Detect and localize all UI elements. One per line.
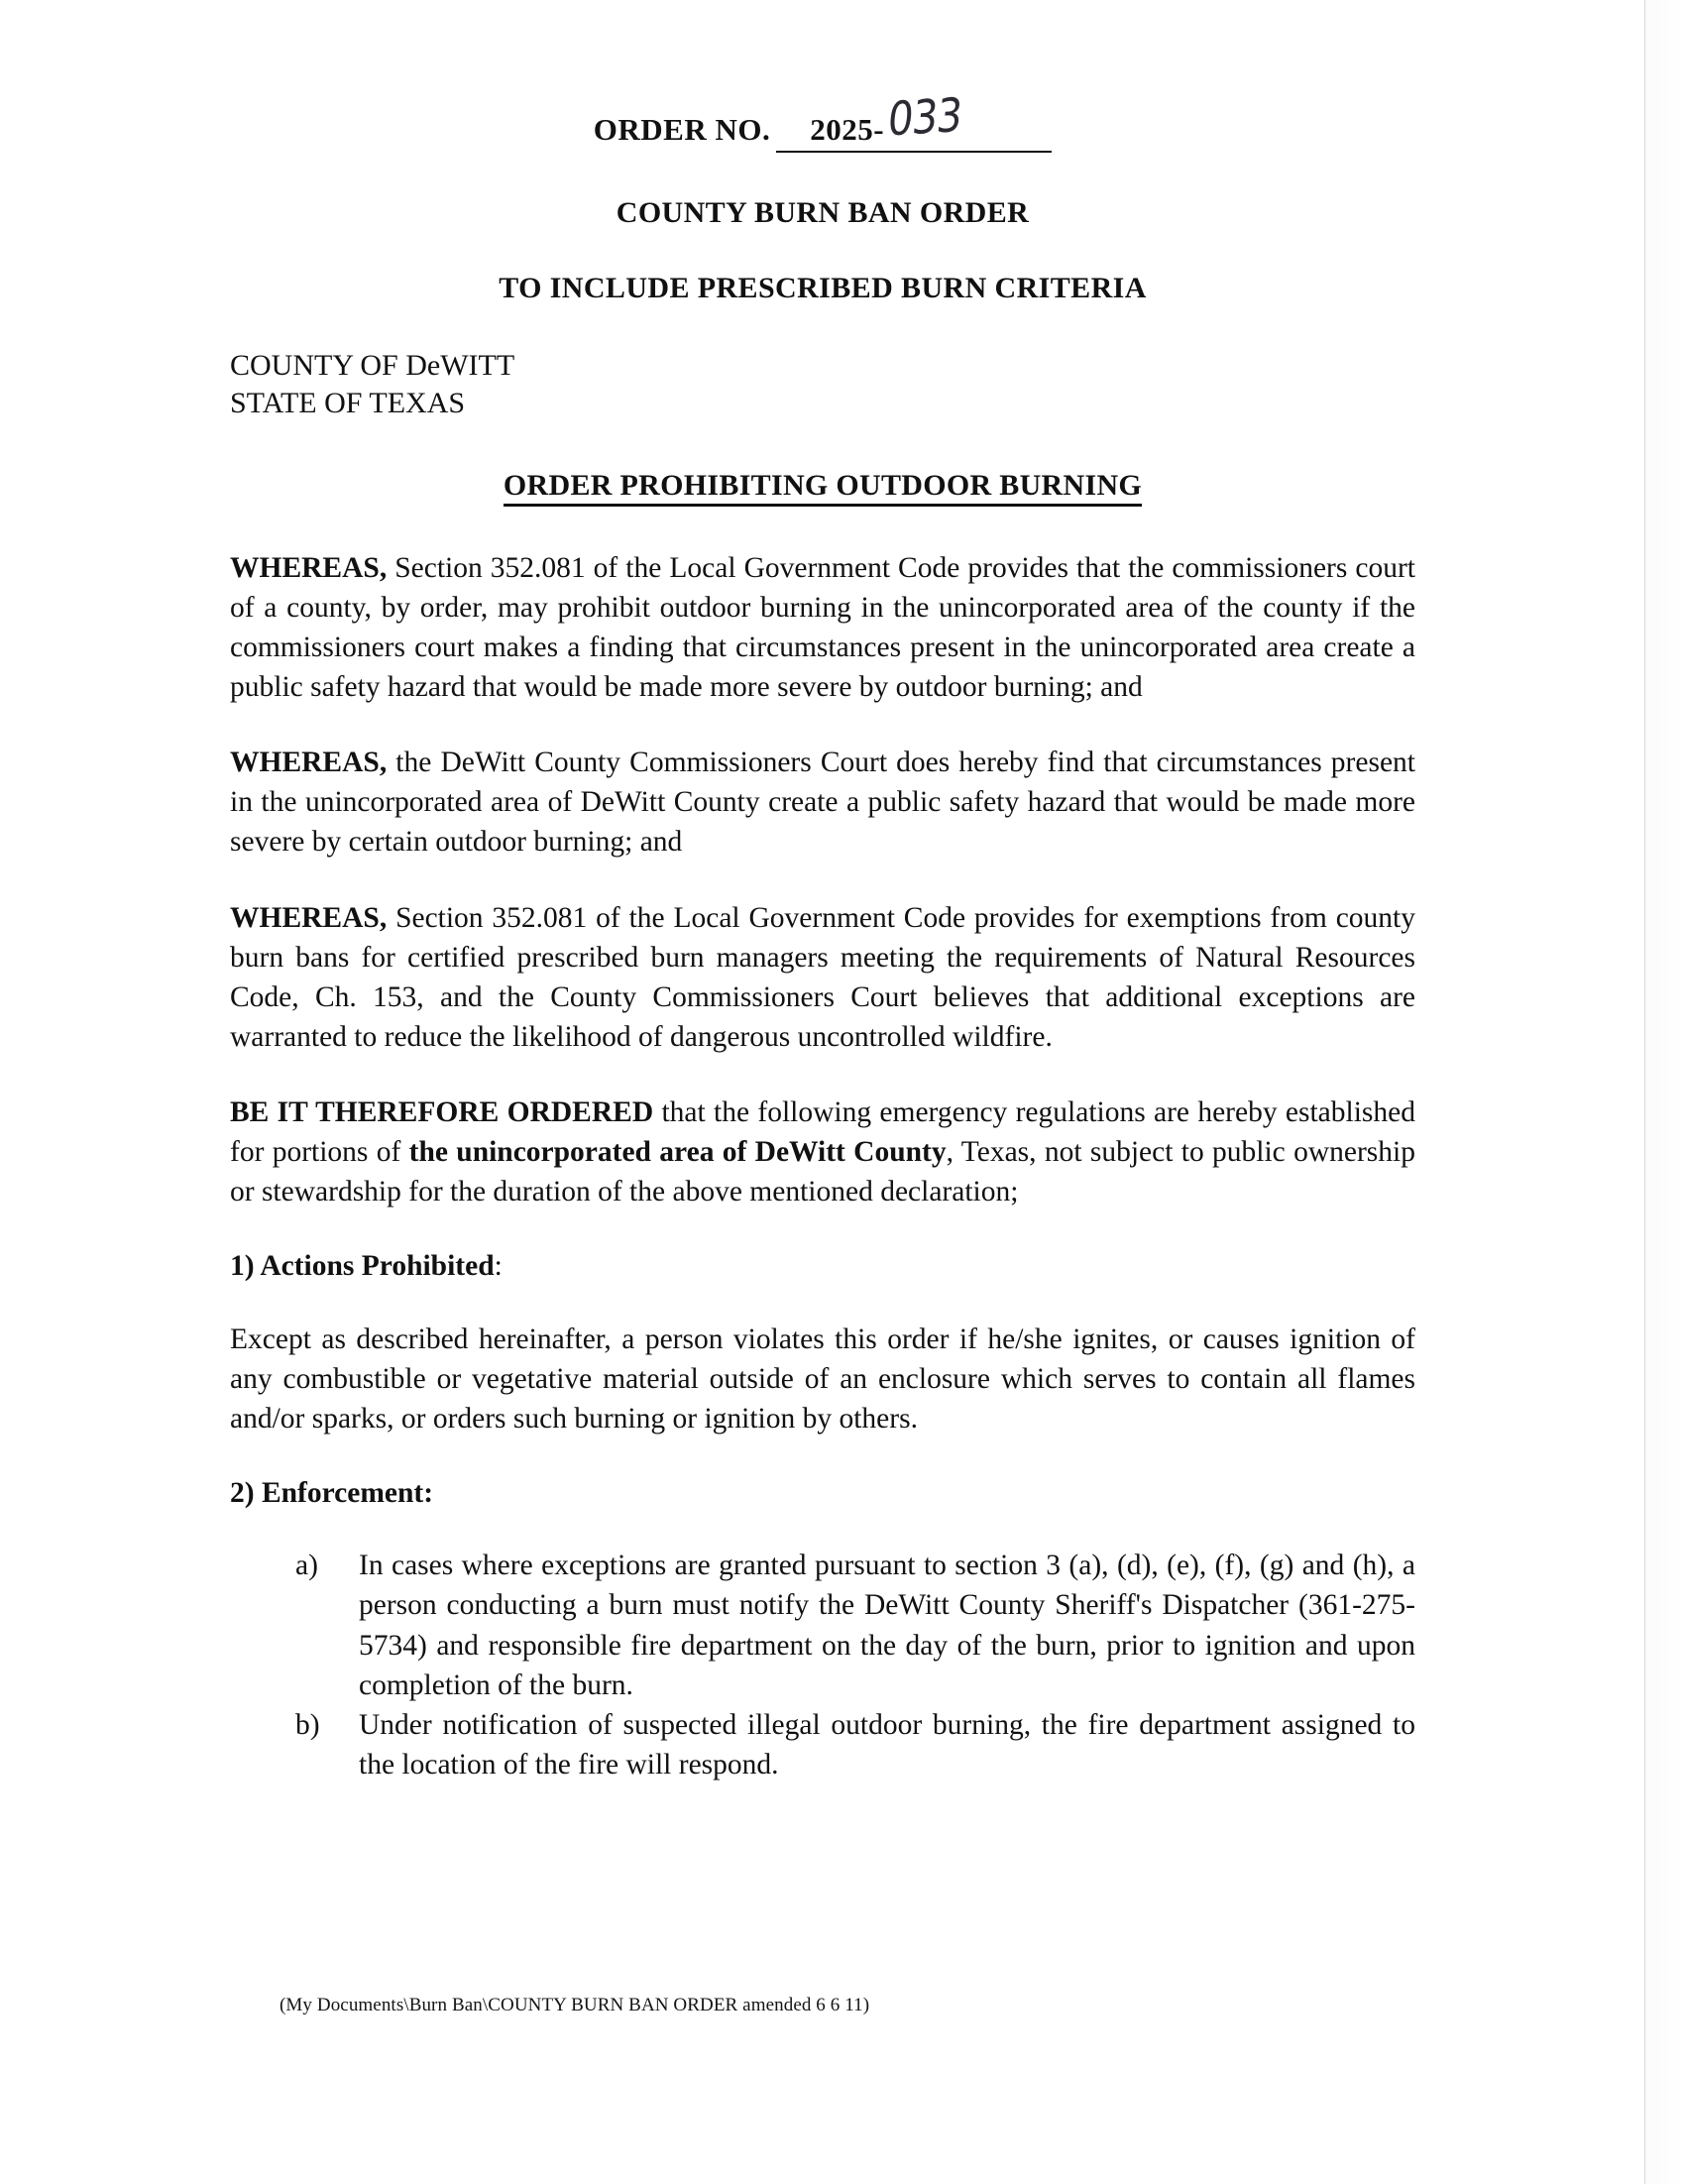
list-item-marker: b) (295, 1708, 320, 1741)
enforcement-list (230, 1546, 1415, 1784)
section-1-heading (230, 1247, 1415, 1285)
county-line: COUNTY OF DeWITT (230, 349, 515, 382)
order-section-title (230, 469, 1415, 503)
order-number-handwritten-value: 033 (885, 88, 964, 148)
ordered-lead: BE IT THEREFORE ORDERED (230, 1095, 654, 1128)
whereas-text-1: Section 352.081 of the Local Government Code provides that the commissioners court of a county, by order, may prohibit outdoor burning in the unincorporated area of the county if the commissioners court makes a finding that circumstances present in the unincorporated area create a public safety hazard that would be made more severe by outdoor burning; and (230, 551, 1415, 704)
section-2-heading (230, 1474, 1415, 1512)
document-body (230, 88, 1415, 1784)
order-section-title-text: ORDER PROHIBITING OUTDOOR BURNING (504, 469, 1142, 507)
section-1-paragraph: Except as described hereinafter, a person violates this order if he/she ignites, or causes ignition of any combustible or vegetative material outside of an enclosure which serves to contain all flames and/or sparks, or orders such burning or ignition by others. (230, 1322, 1415, 1435)
list-item-text: Under notification of suspected illegal outdoor burning, the fire department assigned to the location of the fire will respond. (359, 1708, 1415, 1781)
ordered-text-part-2: , Texas, not subject to public ownership or stewardship for the duration of the above mentioned declaration; (230, 1136, 1415, 1208)
list-item (295, 1546, 1415, 1704)
ordered-text-part-1: that the following emergency regulations are hereby established for portions of (230, 1095, 1415, 1169)
list-item-text: In cases where exceptions are granted pursuant to section 3 (a), (d), (e), (f), (g) and (h), a person conducting a burn must notify the DeWitt County Sheriff's Dispatcher (361-275-5734) and responsible fire department on the day of the burn, prior to ignition and upon completion of the burn. (359, 1550, 1415, 1701)
whereas-lead-3: WHEREAS, (230, 901, 388, 934)
section-1-heading-colon: : (494, 1250, 503, 1283)
order-year-prefix: 2025- (810, 112, 885, 147)
order-number-line (230, 88, 1415, 153)
list-item-marker: a) (295, 1550, 318, 1582)
jurisdiction-block (230, 347, 1415, 423)
document-footer-path: (My Documents\Burn Ban\COUNTY BURN BAN ORDER amended 6 6 11) (280, 1995, 870, 2015)
document-title-line-1: COUNTY BURN BAN ORDER (616, 196, 1030, 229)
whereas-paragraph-3 (230, 898, 1415, 1057)
whereas-paragraph-1 (230, 548, 1415, 707)
whereas-lead-1: WHEREAS, (230, 551, 388, 584)
whereas-paragraph-2 (230, 743, 1415, 862)
whereas-text-3: Section 352.081 of the Local Government Code provides for exemptions from county burn bans for certified prescribed burn managers meeting the requirements of Natural Resources Code, Ch. 153, and the County Commissioners Court believes that additional exceptions are warranted to reduce the likelihood of dangerous uncontrolled wildfire. (230, 901, 1415, 1053)
section-2-heading-bold: 2) Enforcement: (230, 1476, 434, 1509)
ordered-bold-phrase: the unincorporated area of DeWitt County (408, 1136, 947, 1169)
list-item (295, 1705, 1415, 1784)
whereas-lead-2: WHEREAS, (230, 747, 388, 779)
document-title-line-2: TO INCLUDE PRESCRIBED BURN CRITERIA (499, 272, 1147, 304)
whereas-text-2: the DeWitt County Commissioners Court does hereby find that circumstances present in the unincorporated area of DeWitt County create a public safety hazard that would be made more severe by certain outdoor burning; and (230, 747, 1415, 859)
section-1-heading-bold: 1) Actions Prohibited (230, 1250, 495, 1283)
scan-edge-gradient (1645, 0, 1684, 2184)
order-number-label: ORDER NO. (593, 112, 771, 147)
order-number-blank-field[interactable] (776, 88, 1052, 153)
ordered-paragraph (230, 1092, 1415, 1211)
state-line: STATE OF TEXAS (230, 387, 466, 420)
